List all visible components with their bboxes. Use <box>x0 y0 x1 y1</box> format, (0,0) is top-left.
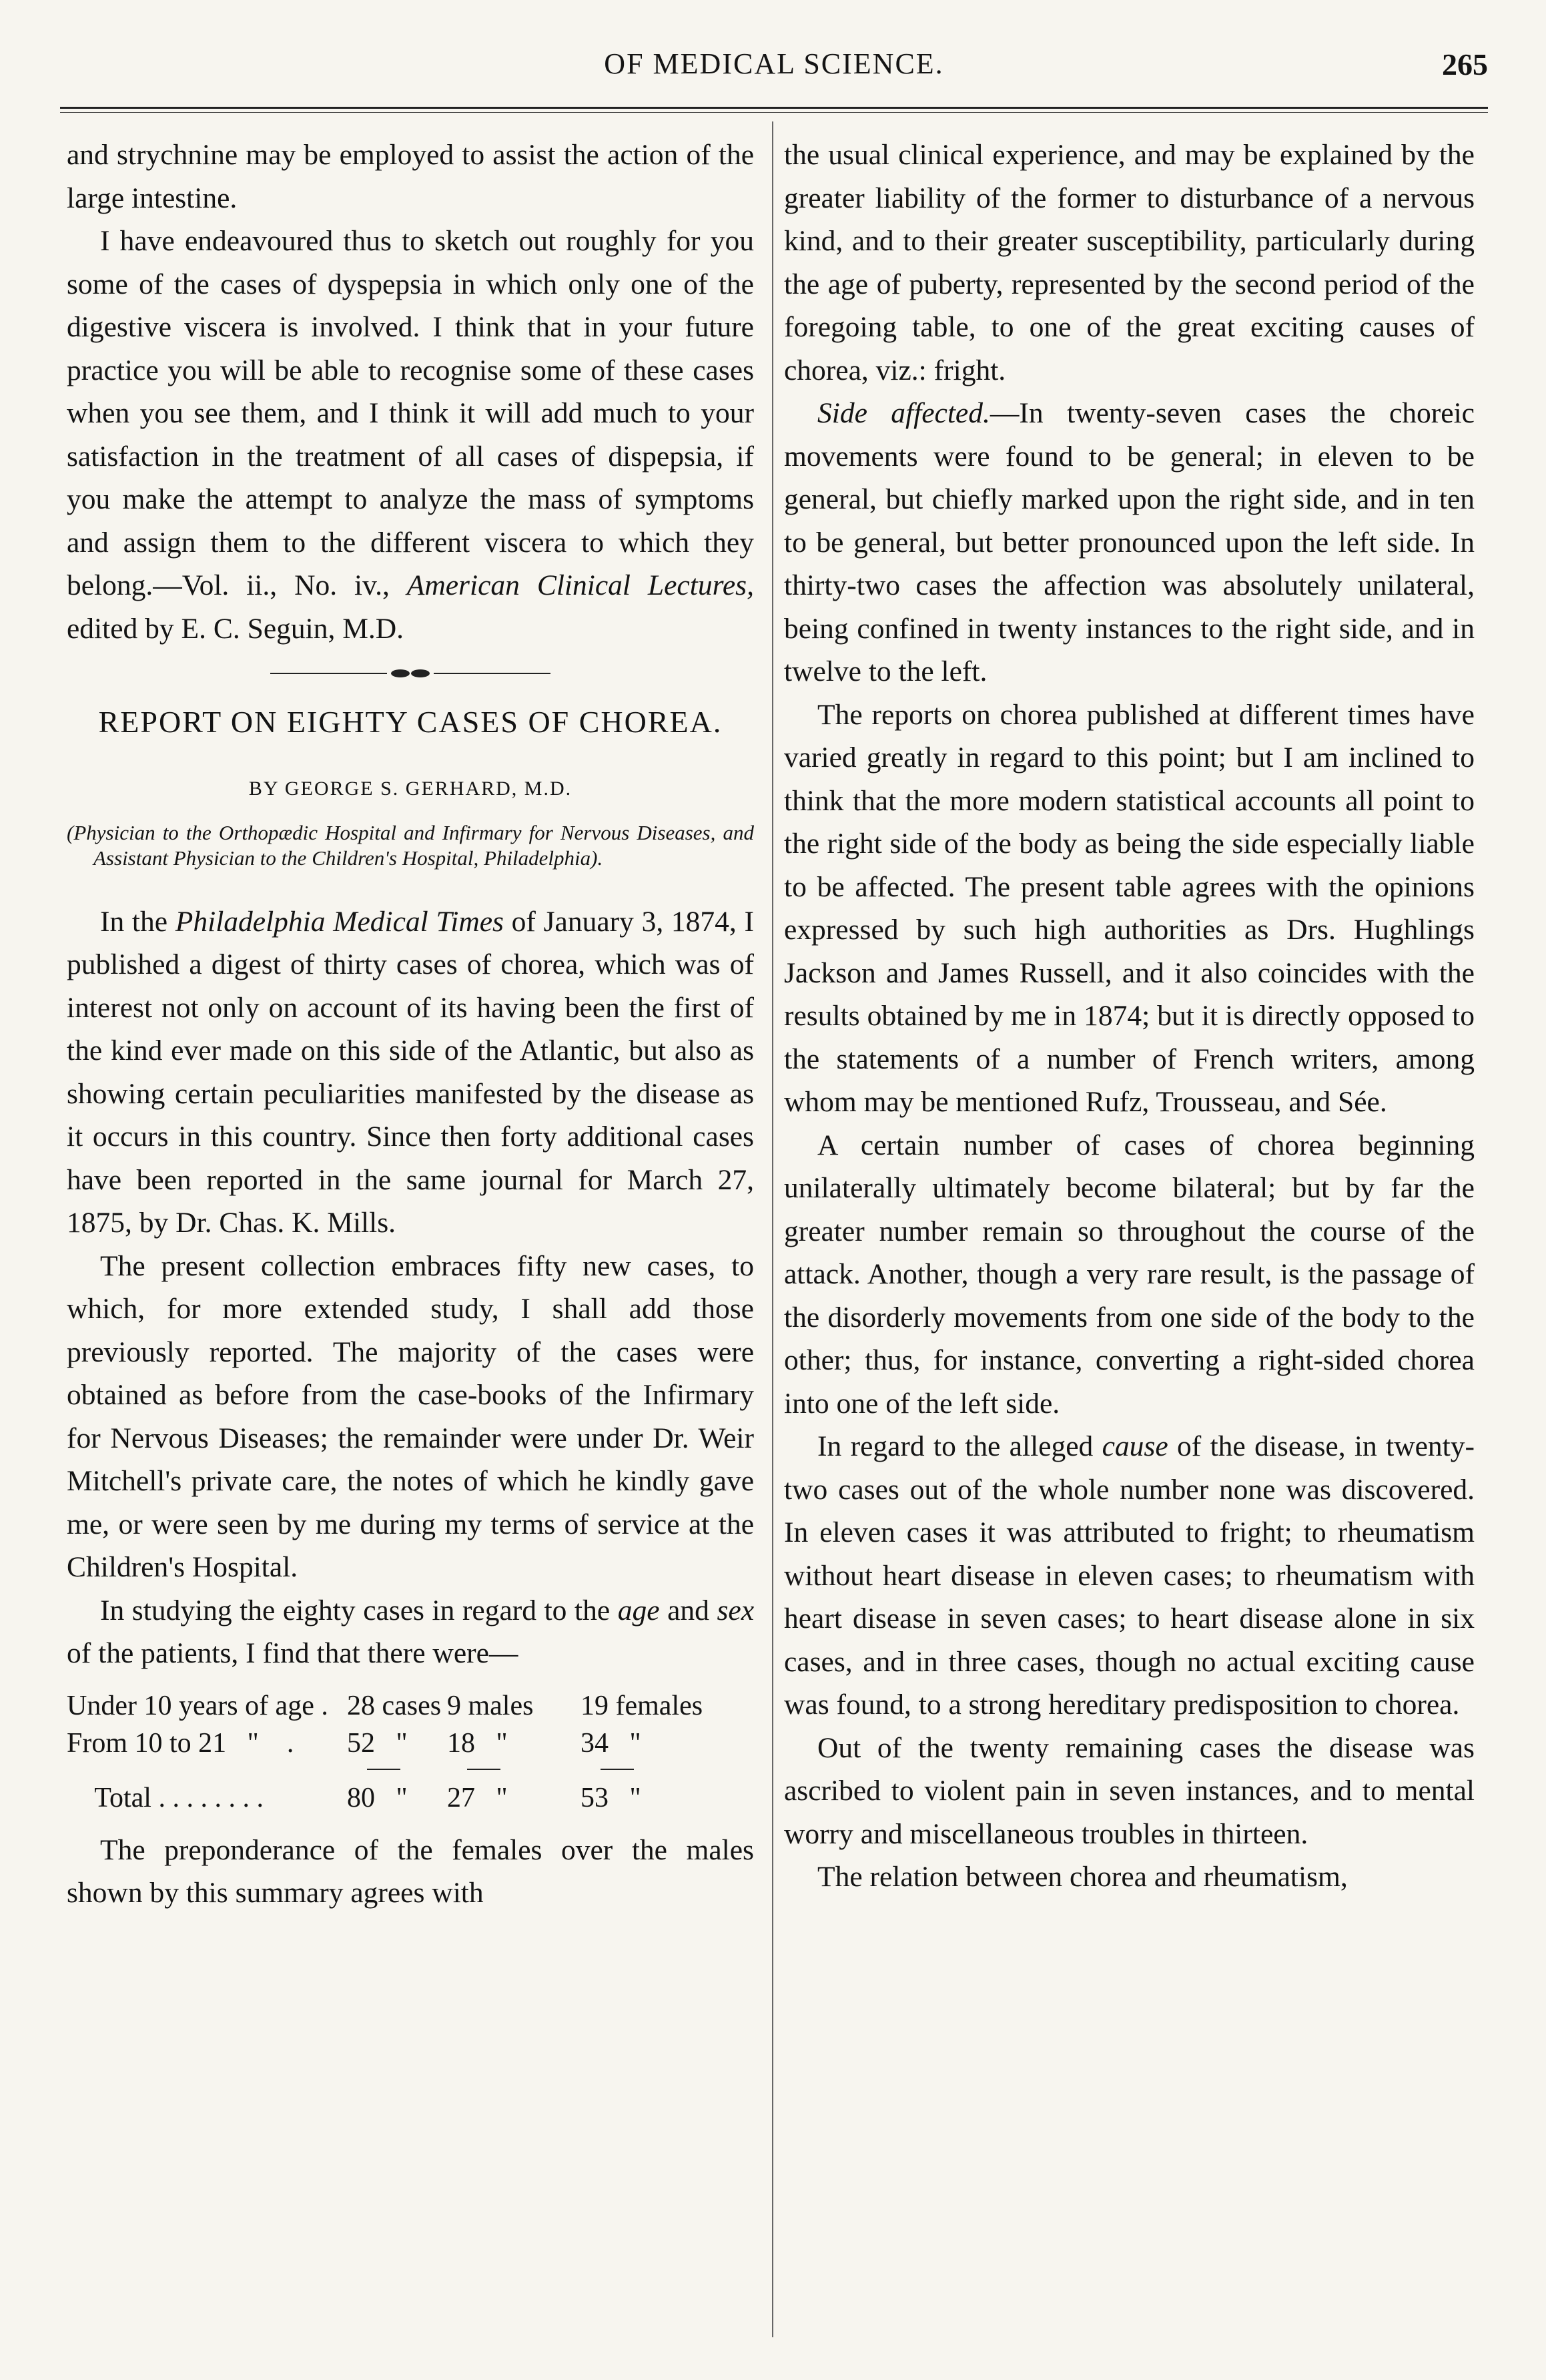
italic-text: American Clinical Lectures, <box>406 569 754 601</box>
running-title: OF MEDICAL SCIENCE. <box>604 47 944 80</box>
table-cell: Total . . . . . . . . <box>67 1782 264 1813</box>
section-ornament <box>270 666 550 681</box>
text-run: —In twenty-seven cases the choreic movements were found to be general; in eleven to be general, but chiefly marked upon the right side, and in ten to be general, but better pronounced upon the left side. In thirty-two cases the affection was absolutely unilateral, being confined in twenty instances to the right side, and in twelve to the left. <box>784 397 1475 687</box>
affiliation: (Physician to the Orthopædic Hospital and Infirmary for Nervous Diseases, and Assistant Physician to the Children's Hospital, Philadelphia). <box>67 820 754 870</box>
table-cell: Under 10 years of age . <box>67 1690 328 1721</box>
table-row <box>67 1725 754 1762</box>
paragraph: The preponderance of the females over the males shown by this summary agrees with <box>67 1833 754 1909</box>
age-sex-table <box>67 1687 754 1817</box>
text-run: In regard to the alleged <box>817 1430 1102 1462</box>
page-header <box>60 47 1488 100</box>
table-cell: 80 " <box>347 1782 408 1813</box>
table-cell: 53 " <box>581 1782 641 1813</box>
page-number: 265 <box>1442 47 1488 81</box>
right-column <box>784 133 1475 1899</box>
italic-text: cause <box>1102 1430 1168 1462</box>
left-column <box>67 133 754 1915</box>
text-run: of the patients, I find that there were— <box>67 1637 518 1669</box>
table-cell: 19 females <box>581 1690 703 1721</box>
table-cell: 34 " <box>581 1727 641 1759</box>
header-rule-thin <box>60 112 1488 113</box>
paragraph <box>784 1425 1475 1727</box>
paragraph: A certain number of cases of chorea beginning unilaterally ultimately become bilateral; but by far the greater number remain so throughout the course of the attack. Another, though a very rare result, is the passage of the disorderly movements from one side of the body to the other; thus, for instance, converting a right-sided chorea into one of the left side. <box>784 1129 1475 1420</box>
italic-text: age <box>617 1594 660 1626</box>
text-run: of January 3, 1874, I published a digest of thirty cases of chorea, which was of interest not only on account of its having been the first of the kind ever made on this side of the Atlantic, but also as showing certain peculiarities manifested by the disease as it occurs in this country. Since then forty additional cases have been reported in the same journal for March 27, 1875, by Dr. Chas. K. Mills. <box>67 905 754 1239</box>
text-run: In the <box>100 905 175 938</box>
byline: BY GEORGE S. GERHARD, M.D. <box>248 778 572 800</box>
table-row-total <box>67 1779 754 1817</box>
table-sum-rule <box>67 1762 754 1779</box>
table-cell: 52 " <box>347 1727 408 1759</box>
column-divider <box>772 121 773 2337</box>
table-row <box>67 1687 754 1725</box>
paragraph: The relation between chorea and rheumatism, <box>817 1861 1348 1893</box>
article-title: REPORT ON EIGHTY CASES OF CHOREA. <box>98 705 723 739</box>
text-run: and <box>659 1594 717 1626</box>
table-cell: 18 " <box>447 1727 508 1759</box>
paragraph: The present collection embraces fifty new cases, to which, for more extended study, I shall add those previously reported. The majority of the cases were obtained as before from the case-books of the Infirmary for Nervous Diseases; the remainder were under Dr. Weir Mitchell's private care, the notes of which he kindly gave me, or were seen by me during my terms of service at the Children's Hospital. <box>67 1249 754 1583</box>
paragraph <box>784 392 1475 693</box>
italic-text: Side affected. <box>817 397 990 429</box>
text-run: In studying the eighty cases in regard to the <box>100 1594 618 1626</box>
table-cell: 9 males <box>447 1690 534 1721</box>
paragraph: The reports on chorea published at different times have varied greatly in regard to this point; but I am inclined to think that the more modern statistical accounts all point to the right side of the body as being the side especially liable to be affected. The present table agrees with the opinions expressed by such high authorities as Drs. Hughlings Jackson and James Russell, and it also coincides with the results obtained by me in 1874; but it is directly opposed to the statements of a number of French writers, among whom may be mentioned Rufz, Trousseau, and Sée. <box>784 698 1475 1118</box>
text-run: I have endeavoured thus to sketch out roughly for you some of the cases of dyspepsia in which only one of the digestive viscera is involved. I think that in your future practice you will be able to recognise some of these cases when you see them, and I think it will add much to your satisfaction in the treatment of all cases of dispepsia, if you make the attempt to analyze the mass of symptoms and assign them to the different viscera to which they belong.—Vol. ii., No. iv., <box>67 225 754 601</box>
paragraph <box>67 900 754 1245</box>
paragraph: Out of the twenty remaining cases the disease was ascribed to violent pain in seven instances, and to mental worry and miscellaneous troubles in thirteen. <box>784 1731 1475 1850</box>
paragraph <box>67 220 754 650</box>
italic-text: Philadelphia Medical Times <box>175 905 504 938</box>
paragraph <box>67 1589 754 1675</box>
paragraph: the usual clinical experience, and may be explained by the greater liability of the former to disturbance of a nervous kind, and to their greater susceptibility, particularly during the age of puberty, represented by the second period of the foregoing table, to one of the great exciting causes of chorea, viz.: fright. <box>784 139 1475 386</box>
header-rule <box>60 107 1488 109</box>
paragraph: and strychnine may be employed to assist the action of the large intestine. <box>67 139 754 214</box>
text-run: of the disease, in twenty-two cases out of the whole number none was discovered. In eleven cases it was attributed to fright; to rheumatism without heart disease in eleven cases; to rheumatism with heart disease in seven cases; to heart disease alone in six cases, and in three cases, though no actual exciting cause was found, to a strong hereditary predisposition to chorea. <box>784 1430 1475 1721</box>
table-cell: From 10 to 21 " . <box>67 1727 294 1759</box>
italic-text: sex <box>717 1594 754 1626</box>
table-cell: 27 " <box>447 1782 508 1813</box>
text-run: edited by E. C. Seguin, M.D. <box>67 612 404 645</box>
table-cell: 28 cases <box>347 1690 442 1721</box>
